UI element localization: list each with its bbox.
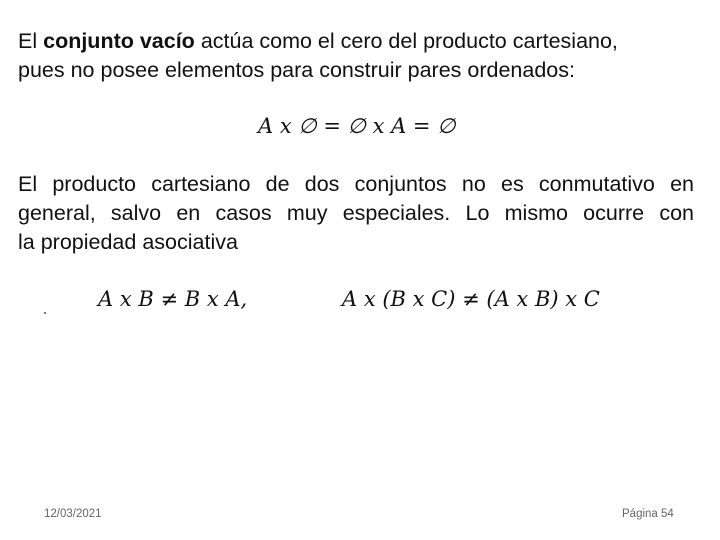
- formula-non-commutative: A x B ≠ B x A,: [98, 287, 248, 311]
- paragraph-empty-set-line-2: pues no posee elementos para construir pares ordenados:: [18, 58, 575, 82]
- footer-date: 12/03/2021: [44, 508, 102, 520]
- term-conjunto-vacio: conjunto vacío: [43, 29, 195, 53]
- paragraph-empty-set: [18, 27, 698, 85]
- formula-empty-set: A x ∅ = ∅ x A = ∅: [258, 114, 456, 138]
- bullet-dot: [44, 312, 46, 314]
- paragraph-commutativity-line-1: El producto cartesiano de dos conjuntos no es conmutativo en: [18, 172, 694, 196]
- text-rest: actúa como el cero del producto cartesiano,: [200, 29, 618, 53]
- text-el: El: [18, 29, 38, 53]
- paragraph-empty-set-line-1: [18, 27, 698, 56]
- paragraph-commutativity-line-3: la propiedad asociativa: [18, 230, 238, 254]
- footer-page-number: Página 54: [622, 508, 674, 520]
- paragraph-commutativity-line-2: general, salvo en casos muy especiales. Lo mismo ocurre con: [18, 201, 694, 225]
- paragraph-commutativity: [18, 170, 698, 257]
- formula-non-associative: A x (B x C) ≠ (A x B) x C: [342, 287, 600, 311]
